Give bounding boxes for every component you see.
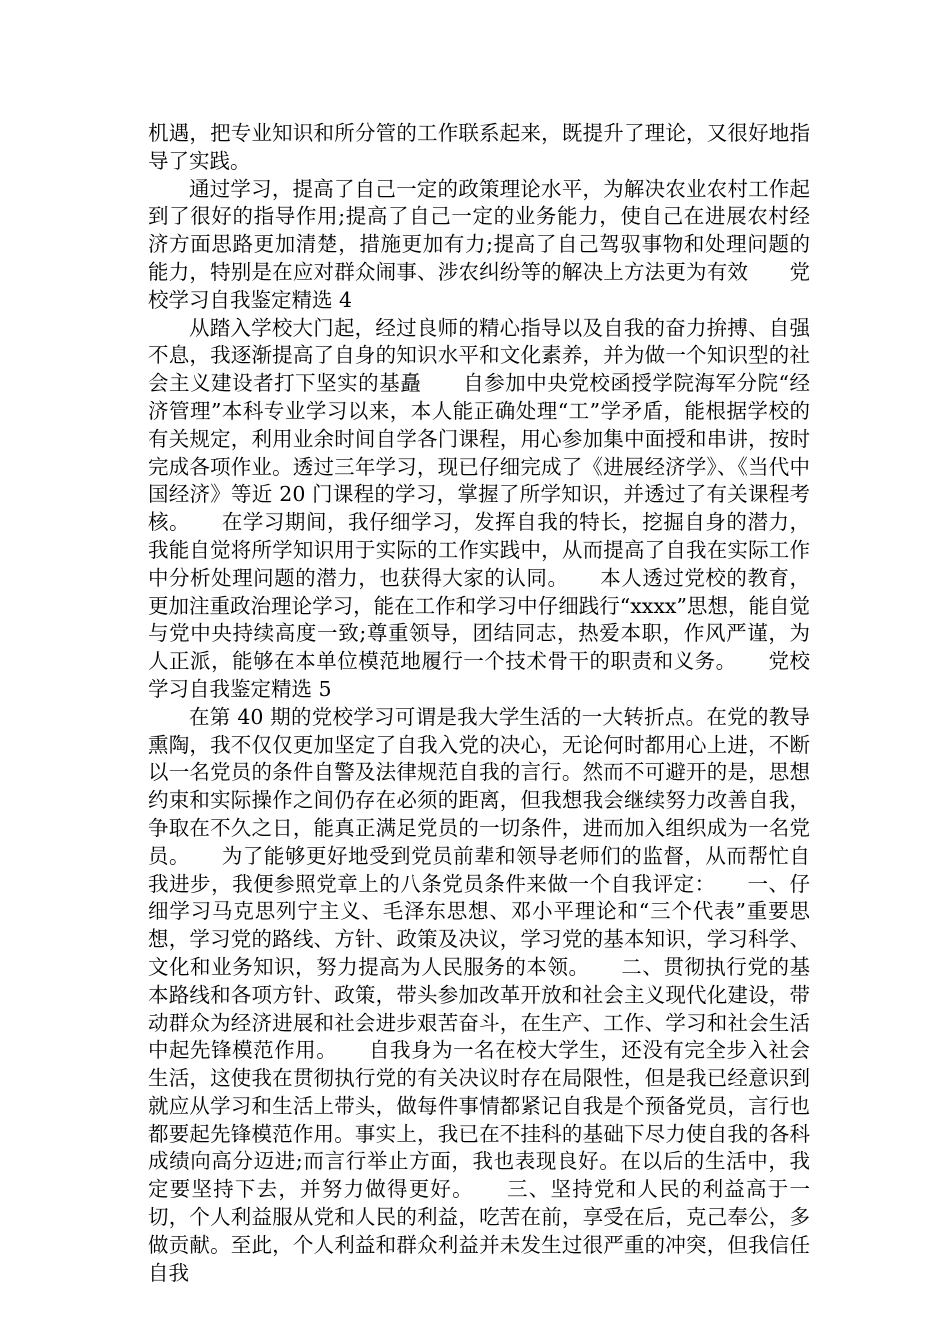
paragraph-4: 在第 40 期的党校学习可谓是我大学生活的一大转折点。在党的教导熏陶，我不仅仅更加坚定了自我入党的决心，无论何时都用心上进，不断以一名党员的条件自警及法律规范自我的言行。然而不可避开的是，思想约束和实际操作之间仍存在必须的距离，但我想我会继续努力改善自我，争取在不久之日，能真正满足党员的一切条件，进而加入组织成为一名党员。 为了能够更好地受到党员前辈和领导老师们的监督，从而帮忙自我进步，我便参照党章上的八条党员条件来做一个自我评定： 一、仔细学习马克思列宁主义、毛泽东思想、邓小平理论和“三个代表”重要思想，学习党的路线、方针、政策及决议，学习党的基本知识，学习科学、文化和业务知识，努力提高为人民服务的本领。 二、贯彻执行党的基本路线和各项方针、政策，带头参加改革开放和社会主义现代化建设，带动群众为经济进展和社会进步艰苦奋斗，在生产、工作、学习和社会生活中起先锋模范作用。 自我身为一名在校大学生，还没有完全步入社会生活，这使我在贯彻执行党的有关决议时存在局限性，但是我已经意识到就应从学习和生活上带头，做每件事情都紧记自我是个预备党员，言行也都要起先锋模范作用。事实上，我已在不挂科的基础下尽力使自我的各科成绩向高分迈进;而言行举止方面，我也表现良好。在以后的生活中，我定要坚持下去，并努力做得更好。 三、坚持党和人民的利益高于一切，个人利益服从党和人民的利益，吃苦在前，享受在后，克己奉公，多做贡献。至此，个人利益和群众利益并未发生过很严重的冲突，但我信任自我	[148, 704, 810, 1285]
document-page	[148, 120, 810, 1287]
paragraph-1: 机遇，把专业知识和所分管的工作联系起来，既提升了理论，又很好地指导了实践。	[148, 121, 810, 173]
paragraph-2: 通过学习，提高了自己一定的政策理论水平，为解决农业农村工作起到了很好的指导作用;提高了自己一定的业务能力，使自己在进展农村经济方面思路更加清楚，措施更加有力;提高了自己驾驭事物和处理问题的能力，特别是在应对群众闹事、涉农纠纷等的解决上方法更为有效 党校学习自我鉴定精选 4	[148, 176, 810, 312]
paragraph-3: 从踏入学校大门起，经过良师的精心指导以及自我的奋力拚搏、自强不息，我逐渐提高了自身的知识水平和文化素养，并为做一个知识型的社会主义建设者打下坚实的基矗 自参加中央党校函授学院海军分院“经济管理”本科专业学习以来，本人能正确处理“工”学矛盾，能根据学校的有关规定，利用业余时间自学各门课程，用心参加集中面授和串讲，按时完成各项作业。透过三年学习，现已仔细完成了《进展经济学》、《当代中国经济》等近 20 门课程的学习，掌握了所学知识，并透过了有关课程考核。 在学习期间，我仔细学习，发挥自我的特长，挖掘自身的潜力，我能自觉将所学知识用于实际的工作实践中，从而提高了自我在实际工作中分析处理问题的潜力，也获得大家的认同。 本人透过党校的教育，更加注重政治理论学习，能在工作和学习中仔细践行“xxxx”思想，能自觉与党中央持续高度一致;尊重领导，团结同志，热爱本职，作风严谨，为人正派，能够在本单位模范地履行一个技术骨干的职责和义务。 党校学习自我鉴定精选 5	[148, 315, 810, 701]
